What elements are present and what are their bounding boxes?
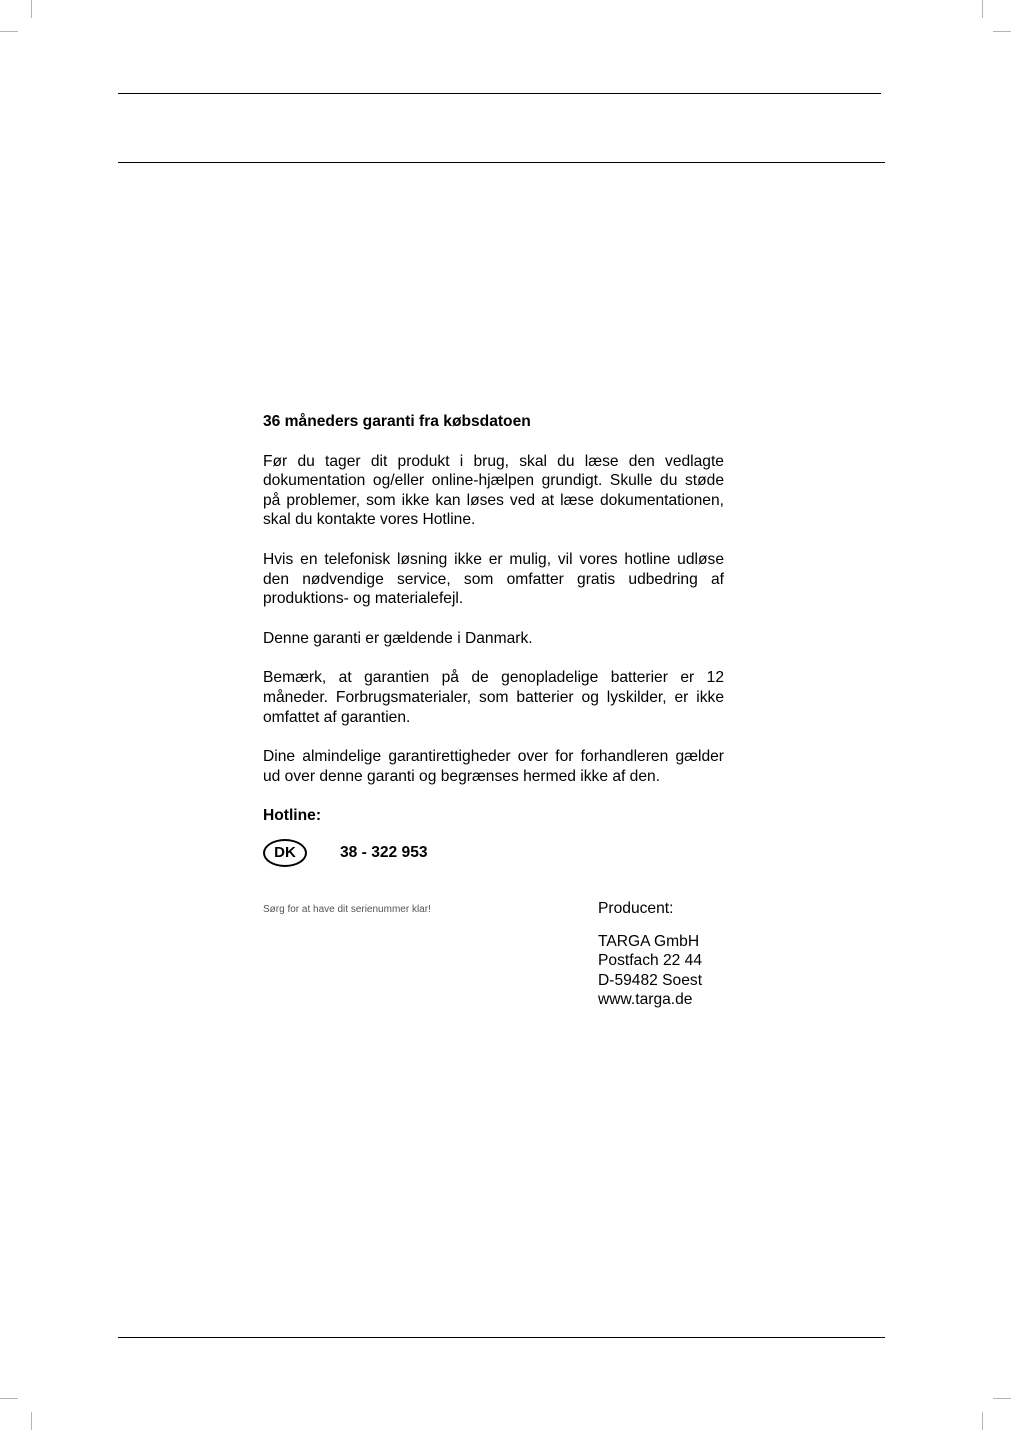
crop-mark bbox=[0, 1398, 18, 1399]
hotline-row bbox=[263, 836, 724, 870]
warranty-paragraph: Dine almindelige garantirettigheder over for forhandleren gælder ud over denne garanti og begrænses hermed ikke af den. bbox=[263, 748, 724, 785]
warranty-paragraph: Denne garanti er gældende i Danmark. bbox=[263, 629, 533, 647]
warranty-paragraph: Før du tager dit produkt i brug, skal du læse den vedlagte dokumentation og/eller online-hjælpen grundigt. Skulle du støde på problemer, som ikke kan løses ved at læse dokumentationen, skal du kontakte vores Hotline. bbox=[263, 452, 724, 529]
hotline-number: 38 - 322 953 bbox=[340, 844, 428, 862]
footer-rule bbox=[118, 1337, 885, 1338]
producer-label: Producent: bbox=[598, 900, 674, 917]
producer-block bbox=[598, 899, 702, 1010]
warranty-heading: 36 måneders garanti fra købsdatoen bbox=[263, 413, 531, 430]
hotline-title: Hotline: bbox=[263, 807, 322, 825]
crop-mark bbox=[982, 1412, 983, 1430]
serial-number-note: Sørg for at have dit serienummer klar! bbox=[263, 904, 431, 915]
producer-address-line: D-59482 Soest bbox=[598, 971, 703, 989]
crop-mark bbox=[31, 1412, 32, 1430]
crop-mark bbox=[31, 0, 32, 18]
producer-website: www.targa.de bbox=[598, 991, 693, 1009]
warranty-paragraph: Hvis en telefonisk løsning ikke er mulig, vil vores hotline udløse den nødvendige service, som omfatter gratis udbedring af produktions- og materialefejl. bbox=[263, 550, 724, 608]
crop-mark bbox=[993, 31, 1011, 32]
warranty-paragraph: Bemærk, at garantien på de genopladelige batterier er 12 måneder. Forbrugsmaterialer, som batterier og lyskilder, er ikke omfattet af garantien. bbox=[263, 669, 724, 726]
crop-mark bbox=[982, 0, 983, 18]
producer-address-line: Postfach 22 44 bbox=[598, 952, 703, 970]
producer-address-line: TARGA GmbH bbox=[598, 932, 700, 950]
crop-mark bbox=[993, 1398, 1011, 1399]
warranty-section bbox=[263, 412, 724, 870]
country-badge: DK bbox=[263, 839, 307, 867]
header-rule-bottom bbox=[118, 162, 885, 163]
crop-mark bbox=[0, 31, 18, 32]
header-rule-top bbox=[118, 93, 881, 94]
